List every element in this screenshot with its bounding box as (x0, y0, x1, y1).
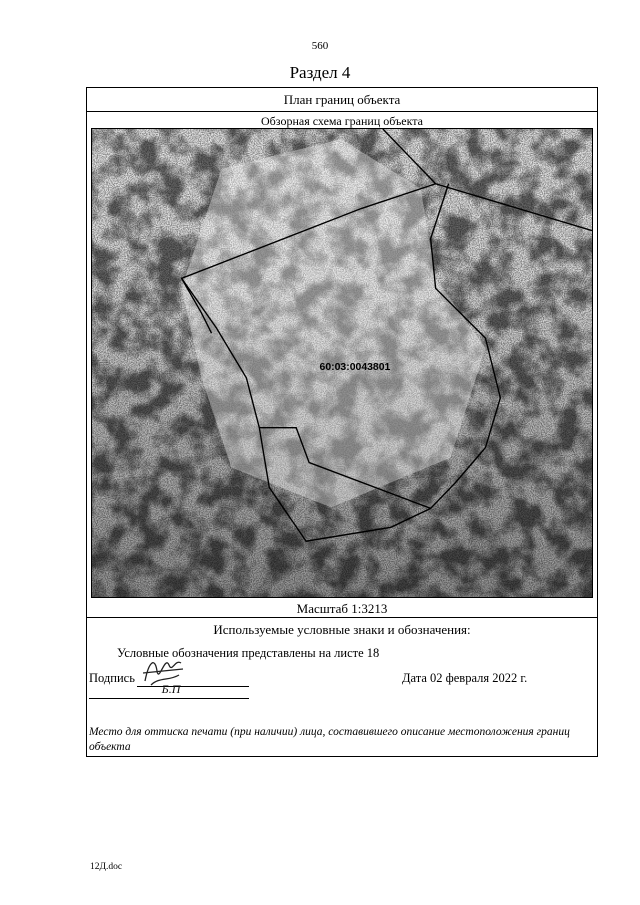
page-number: 560 (311, 40, 329, 52)
document-date: Дата 02 февраля 2022 г. (402, 671, 528, 685)
footer-file-name: 12Д.doc (90, 862, 123, 872)
plan-title: План границ объекта (87, 88, 597, 112)
signature-initials: Б.П (161, 682, 181, 696)
map-canvas (92, 129, 592, 597)
map-scale: Масштаб 1:3213 (87, 598, 597, 618)
legend-reference: Условные обозначения представлены на листе 18 (117, 646, 380, 660)
section-title: Раздел 4 (289, 63, 351, 82)
parcel-label: 60:03:0043801 (319, 361, 391, 373)
stamp-place-note: Место для оттиска печати (при наличии) лица, составившего описание местоположения границ объекта (89, 726, 570, 753)
scheme-title: Обзорная схема границ объекта (261, 114, 423, 128)
signature-label: Подпись (89, 671, 135, 685)
signature-transcript-line (89, 698, 249, 699)
overview-map (91, 128, 593, 598)
document-frame (86, 87, 598, 757)
legend-heading: Используемые условные знаки и обозначения: (213, 622, 471, 637)
